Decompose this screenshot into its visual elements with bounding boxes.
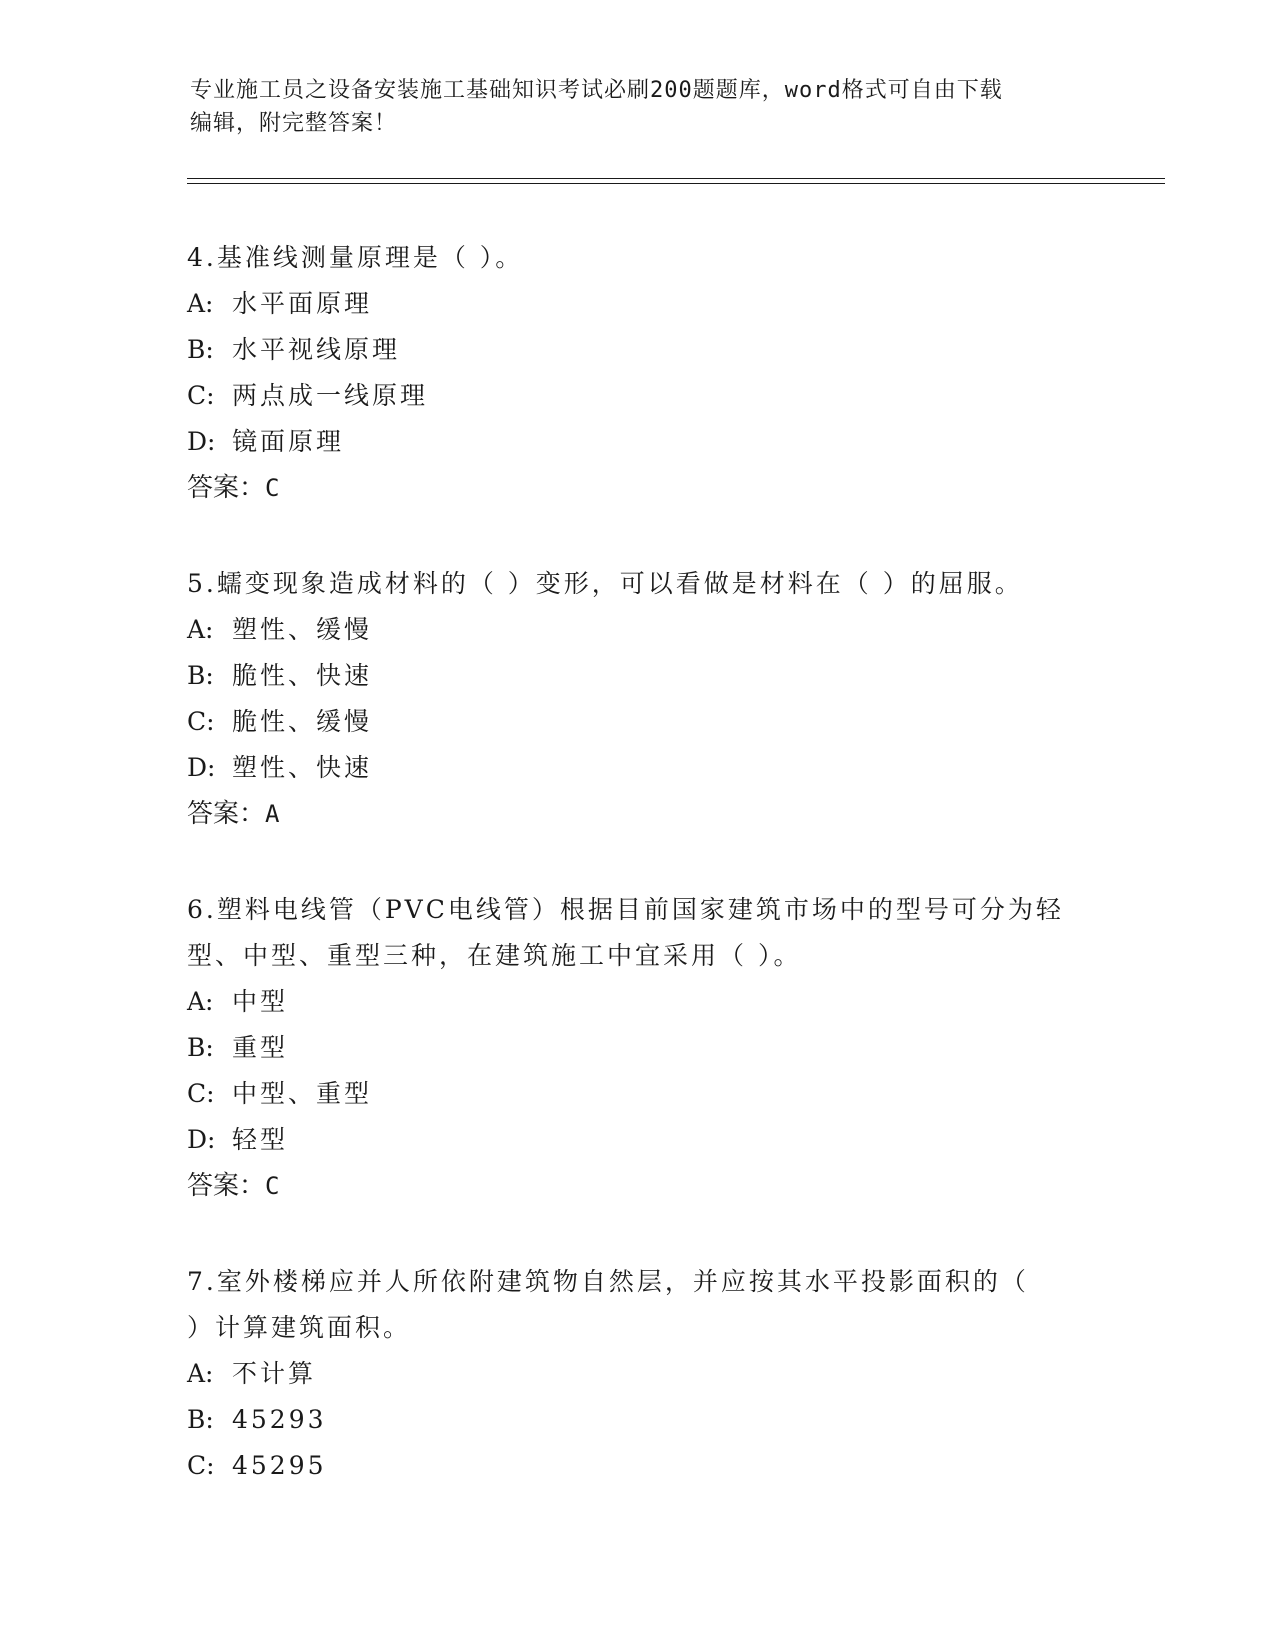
answer-label: 答案： — [187, 1171, 266, 1201]
option-b — [187, 653, 1107, 699]
option-letter: A: — [187, 615, 214, 644]
question-6 — [187, 887, 1107, 1209]
option-letter: A: — [187, 1359, 214, 1388]
option-text: 塑性、缓慢 — [232, 615, 373, 644]
option-text: 脆性、缓慢 — [232, 707, 373, 736]
question-5 — [187, 561, 1107, 837]
question-list — [187, 235, 1107, 1489]
answer-label: 答案： — [187, 473, 266, 503]
option-text: 脆性、快速 — [232, 661, 373, 690]
answer-line — [187, 465, 1107, 511]
option-d — [187, 419, 1107, 465]
question-stem-line-2: ）计算建筑面积。 — [187, 1313, 412, 1342]
option-text: 两点成一线原理 — [232, 381, 429, 410]
option-letter: B: — [187, 1405, 214, 1434]
answer-label: 答案： — [187, 799, 266, 829]
option-text: 重型 — [232, 1033, 289, 1062]
option-letter: B: — [187, 335, 214, 364]
answer-line — [187, 1163, 1107, 1209]
question-stem-line-1: 7.室外楼梯应并人所依附建筑物自然层，并应按其水平投影面积的（ — [187, 1267, 1029, 1296]
question-4 — [187, 235, 1107, 511]
option-a — [187, 1351, 1107, 1397]
option-text: 塑性、快速 — [232, 753, 373, 782]
question-stem: 4.基准线测量原理是（ ）。 — [187, 243, 524, 272]
option-text: 中型、重型 — [232, 1079, 373, 1108]
option-a — [187, 281, 1107, 327]
option-letter: D: — [187, 427, 216, 456]
option-c — [187, 699, 1107, 745]
question-7 — [187, 1259, 1107, 1489]
option-d — [187, 1117, 1107, 1163]
option-text: 45295 — [232, 1451, 327, 1480]
option-letter: D: — [187, 753, 216, 782]
option-text: 镜面原理 — [232, 427, 345, 456]
option-letter: A: — [187, 987, 214, 1016]
question-stem: 5.蠕变现象造成材料的（ ）变形，可以看做是材料在（ ）的屈服。 — [187, 569, 1023, 598]
option-c — [187, 373, 1107, 419]
option-text: 水平视线原理 — [232, 335, 401, 364]
header-title-line-2: 编辑，附完整答案！ — [190, 111, 398, 136]
option-a — [187, 607, 1107, 653]
option-text: 轻型 — [232, 1125, 289, 1154]
option-b — [187, 327, 1107, 373]
answer-value: C — [265, 474, 280, 502]
question-stem-line-2: 型、中型、重型三种，在建筑施工中宜采用（ ）。 — [187, 941, 802, 970]
option-text: 45293 — [232, 1405, 327, 1434]
header-divider-top — [187, 178, 1165, 179]
option-b — [187, 1397, 1107, 1443]
answer-line — [187, 791, 1107, 837]
header-divider-bottom — [187, 183, 1165, 184]
option-letter: C: — [187, 381, 215, 410]
option-text: 中型 — [232, 987, 289, 1016]
question-stem-line-1: 6.塑料电线管（PVC电线管）根据目前国家建筑市场中的型号可分为轻 — [187, 895, 1064, 924]
option-letter: C: — [187, 1079, 215, 1108]
option-c — [187, 1071, 1107, 1117]
option-d — [187, 745, 1107, 791]
option-letter: C: — [187, 1451, 215, 1480]
option-b — [187, 1025, 1107, 1071]
document-header — [190, 74, 1070, 140]
option-letter: C: — [187, 707, 215, 736]
option-letter: B: — [187, 661, 214, 690]
answer-value: C — [265, 1172, 280, 1200]
answer-value: A — [265, 800, 280, 828]
option-text: 不计算 — [232, 1359, 317, 1388]
option-letter: D: — [187, 1125, 216, 1154]
option-text: 水平面原理 — [232, 289, 373, 318]
header-title-line-1: 专业施工员之设备安装施工基础知识考试必刷200题题库，word格式可自由下载 — [190, 78, 1003, 103]
option-a — [187, 979, 1107, 1025]
option-letter: A: — [187, 289, 214, 318]
option-letter: B: — [187, 1033, 214, 1062]
option-c — [187, 1443, 1107, 1489]
